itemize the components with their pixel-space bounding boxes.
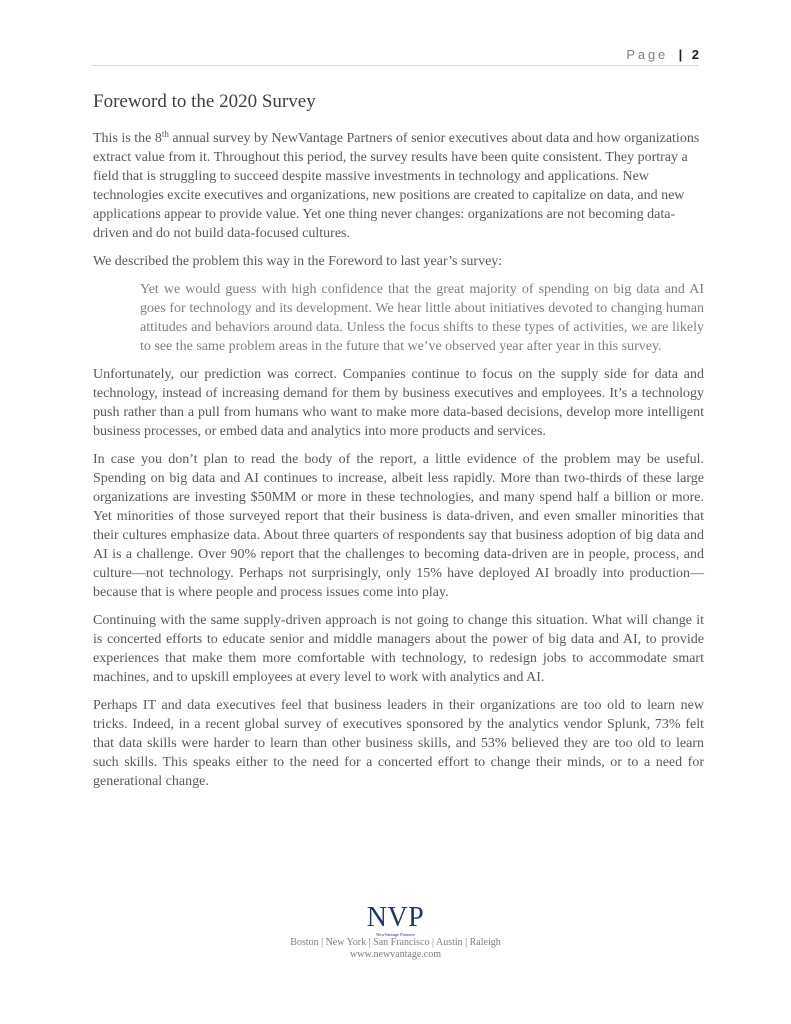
ordinal-superscript: th	[161, 129, 169, 139]
nvp-logo: NVP	[366, 902, 425, 933]
page-header	[626, 47, 699, 62]
paragraph-executives: Perhaps IT and data executives feel that business leaders in their organizations are too old to learn new tricks. Indeed, in a recent global survey of executives sponsored by the analytics vendor Splunk, 73% felt that data skills were harder to learn than other business skills, and 53% believed they are too old to learn such skills. This speaks either to the need for a concerted effort to change their minds, or to a need for generational change.	[93, 698, 704, 789]
paragraph-intro	[93, 129, 704, 243]
paragraph-prediction: Unfortunately, our prediction was correct. Companies continue to focus on the supply side for data and technology, instead of increasing demand for them by business executives and employees. It’s a technology push rather than a pull from humans who want to make more data-based decisions, develop more intelligent business processes, or embed data and analytics into more products and services.	[93, 367, 704, 439]
paragraph-lead-in: We described the problem this way in the Foreword to last year’s survey:	[93, 254, 503, 269]
section-title: Foreword to the 2020 Survey	[93, 91, 316, 112]
intro-text-start: This is the 8	[93, 131, 162, 146]
footer-website: www.newvantage.com	[350, 949, 441, 960]
logo-subtext: NewVantage Partners	[376, 932, 415, 937]
page-label: Page	[626, 47, 669, 62]
paragraph-approach: Continuing with the same supply-driven approach is not going to change this situation. What will change it is concerted efforts to educate senior and middle managers about the power of big data and AI, to provide experiences that make them more comfortable with technology, to redesign jobs to accommodate smart machines, and to upskill employees at every level to work with analytics and AI.	[93, 613, 704, 685]
document-body	[93, 90, 704, 800]
header-rule	[92, 65, 699, 66]
page-separator: |	[678, 47, 683, 62]
footer-locations: Boston | New York | San Francisco | Austin | Raleigh	[290, 937, 501, 948]
page-footer	[0, 902, 791, 961]
block-quote: Yet we would guess with high confidence that the great majority of spending on big data and AI goes for technology and its development. We hear little about initiatives devoted to changing human attitudes and behaviors around data. Unless the focus shifts to these types of activities, we are likely to see the same problem areas in the future that we’ve observed year after year in this survey.	[140, 282, 704, 354]
page-number: 2	[691, 47, 699, 62]
intro-text-rest: annual survey by NewVantage Partners of senior executives about data and how organizations extract value from it. Throughout this period, the survey results have been quite consistent. They portray a field that is struggling to succeed despite massive investments in technology and applications. New technologies excite executives and organizations, new positions are created to capitalize on data, and new applications appear to provide value. Yet one thing never changes: organizations are not becoming data-driven and do not build data-focused cultures.	[93, 131, 700, 241]
paragraph-evidence: In case you don’t plan to read the body of the report, a little evidence of the problem may be useful. Spending on big data and AI continues to increase, albeit less rapidly. More than two-thirds of these large organizations are investing $50MM or more in these technologies, and many spend half a billion or more. Yet minorities of those surveyed report that their business is data-driven, and even smaller minorities that their cultures emphasize data. About three quarters of respondents say that business adoption of big data and AI is a challenge. Over 90% report that the challenges to becoming data-driven are in people, process, and culture—not technology. Perhaps not surprisingly, only 15% have deployed AI broadly into production—because that is where people and process issues come into play.	[93, 452, 704, 600]
